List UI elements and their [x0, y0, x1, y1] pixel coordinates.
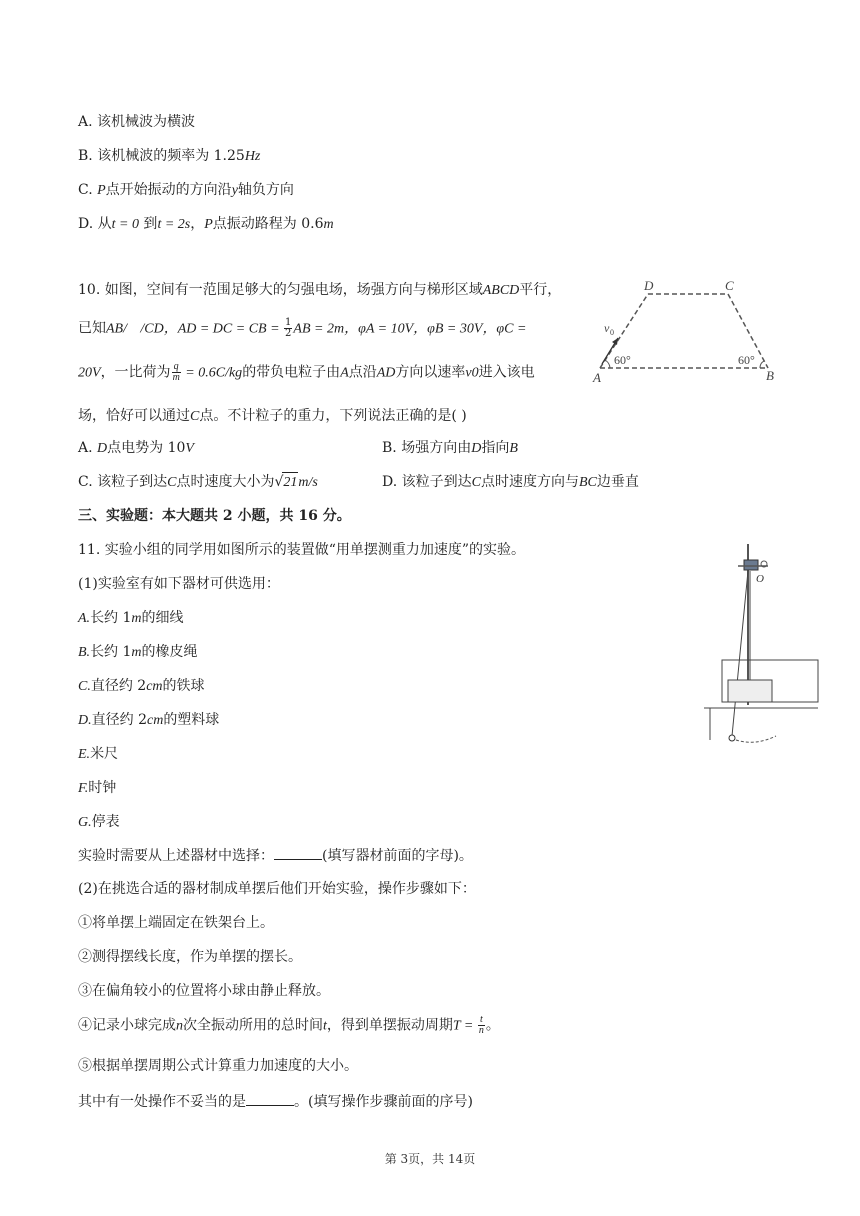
- q11-intro: 11. 实验小组的同学用如图所示的装置做“用单摆测重力加速度”的实验。: [78, 542, 526, 558]
- equipment-text: 停表: [91, 814, 120, 830]
- equipment-text: 米尺: [90, 746, 119, 762]
- label-o: O: [756, 573, 764, 585]
- q11-s4-end: 。: [485, 1017, 500, 1034]
- angle-a-arc: [605, 360, 610, 368]
- q10-l3-post1: 的带负电粒子由: [242, 364, 341, 381]
- pendulum-bob: [729, 735, 735, 741]
- equipment-letter: E.: [78, 747, 91, 762]
- q10-half-fraction: [284, 318, 292, 339]
- q11-s4-mid: 次全振动所用的总时间: [183, 1017, 323, 1034]
- q10-line4: [78, 406, 467, 427]
- q10-l3-a: A: [340, 365, 349, 381]
- angle-b-label: 60°: [738, 353, 755, 367]
- q11-step4: [78, 1015, 500, 1037]
- equipment-item: [78, 676, 205, 697]
- q10-line1: [78, 280, 561, 301]
- q10-opt-c-unit: m/s: [298, 475, 318, 490]
- q9-option-c-post: 轴负方向: [237, 182, 294, 198]
- q10-l3-pre: 20V: [78, 365, 101, 381]
- stand-base: [728, 680, 772, 702]
- swing-path: [736, 736, 776, 742]
- q10-opt-d-c: C: [471, 475, 481, 490]
- q11-step3: ③在偏角较小的位置将小球由静止释放。: [78, 983, 330, 999]
- q10-l1-post: 平行，: [519, 282, 562, 298]
- q9-option-d: [78, 214, 334, 235]
- q10-l3-post2: 点沿: [348, 364, 377, 381]
- q11-choose-post: (填写器材前面的字母)。: [322, 848, 473, 864]
- equipment-item: [78, 778, 116, 799]
- q10-l3-val: = 0.6C/kg: [181, 365, 243, 381]
- equipment-item: [78, 642, 198, 663]
- q9-option-d-unit: m: [323, 217, 334, 232]
- angle-a-label: 60°: [614, 353, 631, 367]
- equipment-item: [78, 744, 118, 765]
- trapezoid-figure: [590, 276, 790, 388]
- label-a: A: [593, 370, 601, 385]
- q10-opt-a-v: V: [185, 441, 194, 456]
- q10-l2-eq2: AB = 2m: [293, 321, 345, 337]
- label-c: C: [725, 278, 734, 293]
- q10-line3: [78, 362, 535, 384]
- equipment-unit: cm: [146, 679, 163, 694]
- q10-l3-ad: AD: [376, 365, 396, 381]
- equipment-letter: A.: [78, 611, 91, 626]
- page-footer: 第 3页，共 14页: [384, 1152, 476, 1166]
- q9-option-c: [78, 180, 294, 201]
- q10-l2-cd: /CD: [140, 321, 164, 337]
- q10-opt-a-d: D: [97, 441, 108, 456]
- q10-line2: [78, 318, 526, 340]
- q9-option-c-mid: 点开始振动的方向沿: [105, 182, 232, 198]
- q10-l3-post4: 进入该电: [478, 364, 535, 381]
- q10-option-d: [382, 472, 639, 493]
- equipment-item: [78, 812, 120, 833]
- answer-blank-1[interactable]: [274, 845, 322, 860]
- section-title: 三、实验题：本大题共 2 小题，共 16 分。: [78, 508, 351, 524]
- q10-option-b: [382, 438, 518, 459]
- q9-option-d-p: P: [204, 217, 213, 232]
- q10-option-a: [78, 438, 194, 459]
- q10-half-den: 2: [285, 328, 292, 339]
- pendulum-figure: [700, 540, 820, 750]
- equipment-text: 时钟: [88, 780, 117, 796]
- label-v0: v: [604, 321, 610, 335]
- q10-charge-ratio-fraction: [172, 362, 181, 383]
- q10-l4-c: C: [190, 409, 200, 424]
- q9-option-a: A. 该机械波为横波: [78, 114, 196, 130]
- equipment-text-post: 的细线: [141, 610, 184, 626]
- q10-l2-eq1: ，AD = DC = CB =: [163, 321, 284, 337]
- q11-step5: ⑤根据单摆周期公式计算重力加速度的大小。: [78, 1058, 358, 1074]
- q10-l3-post3: 方向以速率: [395, 364, 466, 381]
- q10-opt-a-label: A.: [78, 440, 98, 456]
- q9-option-b: [78, 146, 260, 167]
- q10-l3-v0: v0: [465, 365, 479, 381]
- q10-opt-a-post: 点电势为 10: [107, 440, 186, 456]
- equipment-text: 长约 1: [90, 644, 132, 660]
- q10-opt-b-b: B: [509, 441, 518, 456]
- q11-s4-mid2: ，得到单摆振动周期: [326, 1017, 453, 1034]
- q11-last-pre: 其中有一处操作不妥当的是: [78, 1094, 246, 1110]
- q10-l2-pre: 已知: [78, 320, 106, 337]
- equipment-unit: m: [131, 611, 142, 626]
- q11-choose: [78, 845, 473, 866]
- q11-part2: (2)在挑选合适的器材制成单摆后他们开始实验，操作步骤如下：: [78, 881, 476, 897]
- equipment-letter: D.: [78, 713, 92, 728]
- equipment-text-post: 的橡皮绳: [141, 644, 198, 660]
- q10-l4-post: 点。不计粒子的重力，下列说法正确的是( ): [199, 408, 467, 424]
- q10-opt-c-label: C. 该粒子到达: [78, 474, 168, 490]
- q10-l2-phia: ，φA = 10V: [344, 321, 414, 337]
- q9-option-b-unit: Hz: [244, 149, 261, 164]
- q9-option-c-y: y: [231, 183, 238, 198]
- label-b: B: [766, 368, 774, 383]
- q10-half-num: 1: [285, 317, 292, 328]
- q9-option-d-t2: t = 2s: [157, 217, 191, 232]
- q11-s4-T: T =: [452, 1018, 477, 1034]
- q11-step2: ②测得摆线长度，作为单摆的摆长。: [78, 949, 302, 965]
- q10-l2-phib: ，φB = 30V: [413, 321, 483, 337]
- q11-step1: ①将单摆上端固定在铁架台上。: [78, 915, 274, 931]
- equipment-text-post: 的铁球: [162, 678, 205, 694]
- equipment-letter: B.: [78, 645, 91, 660]
- q10-l2-phic: ，φC =: [482, 321, 527, 337]
- q10-opt-c-root: 21: [282, 472, 298, 493]
- label-d: D: [644, 278, 654, 293]
- equipment-text: 长约 1: [90, 610, 132, 626]
- q9-option-b-text: B. 该机械波的频率为 1.25: [78, 148, 245, 164]
- q10-opt-d-post: 边垂直: [596, 474, 639, 490]
- q9-option-c-p: P: [97, 183, 106, 198]
- q11-period-fraction: [478, 1015, 485, 1036]
- q9-option-d-label: D. 从: [78, 216, 112, 232]
- label-v0-sub: 0: [610, 328, 614, 337]
- q9-option-c-label: C.: [78, 182, 98, 198]
- q10-opt-d-mid: 点时速度方向与: [480, 474, 579, 490]
- angle-b-arc: [760, 361, 764, 368]
- q10-opt-c-c: C: [167, 475, 177, 490]
- q11-s4-n: n: [176, 1018, 183, 1034]
- q10-ratio-num: q: [172, 362, 181, 373]
- equipment-text: 直径约 2: [91, 712, 147, 728]
- q10-opt-b-d: D: [471, 441, 482, 456]
- q9-option-d-comma: ，: [190, 216, 205, 232]
- equipment-item: [78, 608, 184, 629]
- q10-l2-ab: AB/: [106, 321, 127, 337]
- q10-opt-d-bc: BC: [578, 475, 597, 490]
- q10-opt-b-mid: 指向: [481, 440, 510, 456]
- q10-opt-b-label: B. 场强方向由: [382, 440, 472, 456]
- q11-period-den: n: [478, 1025, 484, 1036]
- equipment-item: [78, 710, 219, 731]
- q9-option-d-t0: t = 0: [111, 217, 139, 232]
- q9-option-d-post: 点振动路程为 0.6: [212, 216, 324, 232]
- equipment-text-post: 的塑料球: [163, 712, 220, 728]
- answer-blank-2[interactable]: [246, 1091, 294, 1106]
- equipment-letter: G.: [78, 815, 92, 830]
- q10-opt-d-label: D. 该粒子到达: [382, 474, 472, 490]
- q11-period-num: t: [478, 1015, 485, 1026]
- q10-l4-pre: 场，恰好可以通过: [78, 408, 190, 424]
- equipment-letter: F.: [78, 781, 89, 796]
- equipment-text: 直径约 2: [90, 678, 147, 694]
- q10-ratio-den: m: [172, 372, 180, 383]
- q10-l1-pre: 10. 如图，空间有一范围足够大的匀强电场，场强方向与梯形区域: [78, 282, 483, 298]
- q11-part1: (1)实验室有如下器材可供选用：: [78, 576, 280, 592]
- q10-l3-mid: ，一比荷为: [100, 364, 171, 381]
- q10-opt-c-mid: 点时速度大小为: [176, 474, 275, 490]
- q11-choose-pre: 实验时需要从上述器材中选择：: [78, 848, 274, 864]
- q11-last: [78, 1091, 473, 1112]
- equipment-letter: C.: [78, 679, 91, 694]
- q10-l1-abcd: ABCD: [482, 283, 520, 298]
- q11-last-post: 。(填写操作步骤前面的序号): [294, 1094, 473, 1110]
- q9-option-d-to: 到: [138, 216, 158, 232]
- clamp: [744, 560, 758, 570]
- equipment-unit: cm: [146, 713, 164, 728]
- pendulum-string-displaced: [732, 571, 748, 736]
- q11-s4-t: t: [323, 1018, 327, 1034]
- equipment-unit: m: [131, 645, 142, 660]
- q11-s4-pre: ④记录小球完成: [78, 1017, 176, 1034]
- q10-option-c: C. 该粒子到达C点时速度大小为√21m/s: [78, 472, 318, 493]
